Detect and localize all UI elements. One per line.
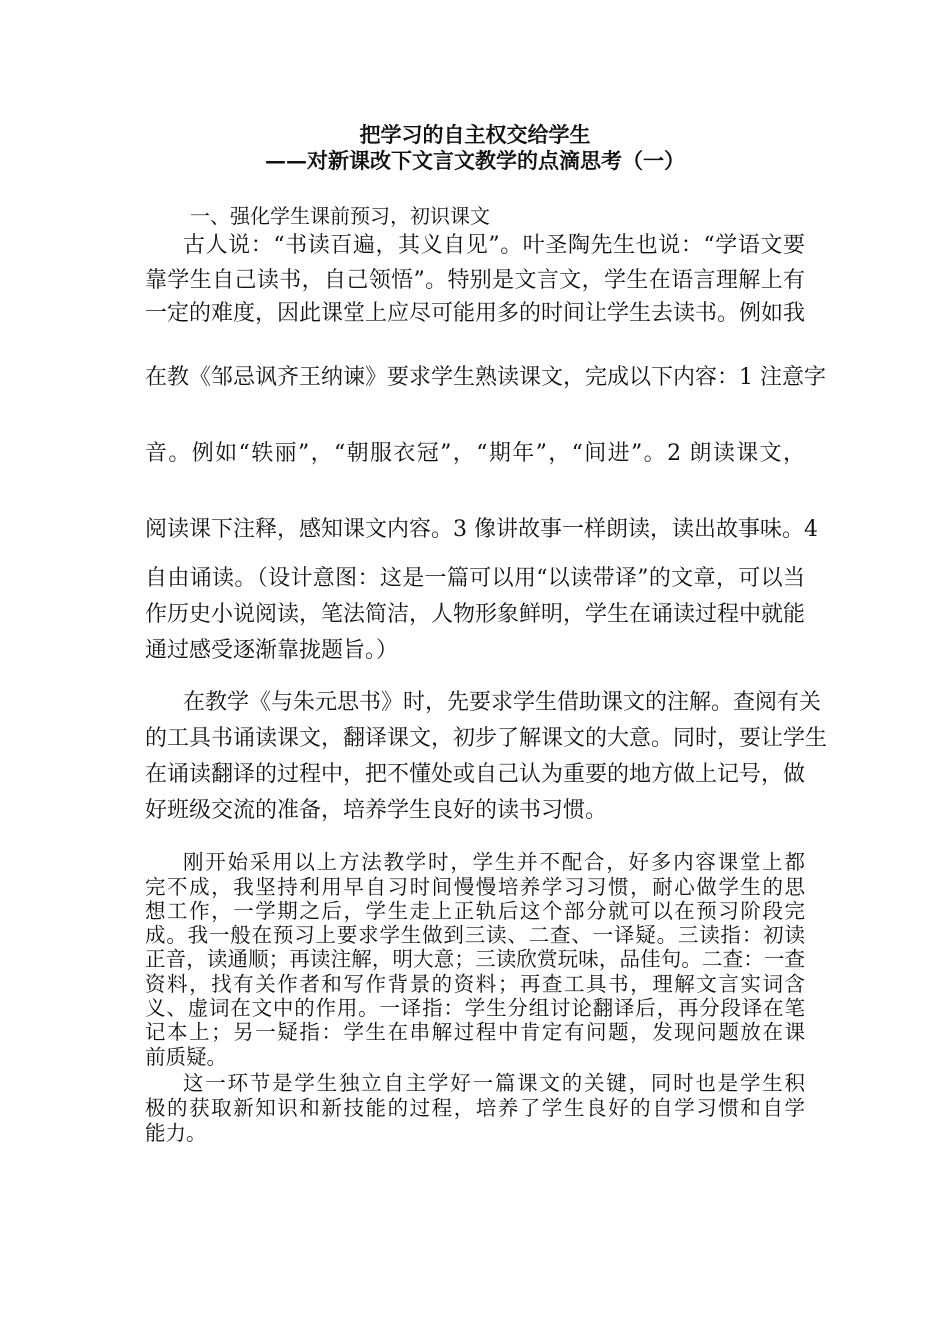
paragraph-line: 这一环节是学生独立自主学好一篇课文的关键，同时也是学生积	[183, 1071, 805, 1095]
paragraph-line: 义、虚词在文中的作用。一译指：学生分组讨论翻译后，再分段译在笔	[145, 996, 805, 1020]
paragraph-line: 能力。	[145, 1121, 207, 1145]
section-heading: 一、强化学生课前预习，初识课文	[190, 204, 490, 228]
document-subtitle: ——对新课改下文言文教学的点滴思考（一）	[265, 148, 685, 173]
paragraph-line: 记本上；另一疑指：学生在串解过程中肯定有问题，发现问题放在课	[145, 1020, 805, 1044]
paragraph-line: 正音，读通顺；再读注解，明大意；三读欣赏玩味，品佳句。二查：一查	[145, 947, 805, 971]
paragraph-line: 资料，找有关作者和写作背景的资料；再查工具书，理解文言实词含	[145, 972, 805, 996]
paragraph-line: 完不成，我坚持利用早自习时间慢慢培养学习习惯，耐心做学生的思	[145, 875, 805, 899]
paragraph-line: 极的获取新知识和新技能的过程，培养了学生良好的自学习惯和自学	[145, 1096, 805, 1120]
paragraph-line: 音。例如“轶丽”，“朝服衣冠”，“期年”，“间进”。2 朗读课文，	[145, 441, 805, 466]
paragraph-line: 刚开始采用以上方法教学时，学生并不配合，好多内容课堂上都	[183, 850, 805, 874]
paragraph-line: 的工具书诵读课文，翻译课文，初步了解课文的大意。同时，要让学生	[145, 726, 828, 751]
paragraph-line: 想工作，一学期之后，学生走上正轨后这个部分就可以在预习阶段完	[145, 899, 805, 923]
paragraph-line: 靠学生自己读书，自己领悟”。特别是文言文，学生在语言理解上有	[145, 268, 805, 293]
paragraph-line: 好班级交流的准备，培养学生良好的读书习惯。	[145, 798, 608, 823]
paragraph-line: 在教学《与朱元思书》时，先要求学生借助课文的注解。查阅有关	[183, 690, 822, 715]
document-title: 把学习的自主权交给学生	[359, 122, 591, 147]
paragraph-line: 通过感受逐渐靠拢题旨。）	[145, 638, 399, 663]
paragraph-line: 在教《邹忌讽齐王纳谏》要求学生熟读课文，完成以下内容：1 注意字	[145, 365, 826, 390]
paragraph-line: 在诵读翻译的过程中，把不懂处或自己认为重要的地方做上记号，做	[145, 762, 806, 787]
paragraph-line: 阅读课下注释，感知课文内容。3 像讲故事一样朗读，读出故事味。4	[145, 517, 818, 542]
paragraph-line: 古人说：“书读百遍，其义自见”。叶圣陶先生也说：“学语文要	[183, 233, 805, 258]
paragraph-line: 作历史小说阅读，笔法简洁，人物形象鲜明，学生在诵读过程中就能	[145, 602, 806, 627]
paragraph-line: 自由诵读。（设计意图：这是一篇可以用“以读带译”的文章，可以当	[145, 566, 805, 591]
paragraph-line: 一定的难度，因此课堂上应尽可能用多的时间让学生去读书。例如我	[145, 301, 806, 326]
paragraph-line: 成。我一般在预习上要求学生做到三读、二查、一译疑。三读指：初读	[145, 923, 805, 947]
paragraph-line: 前质疑。	[145, 1045, 227, 1069]
